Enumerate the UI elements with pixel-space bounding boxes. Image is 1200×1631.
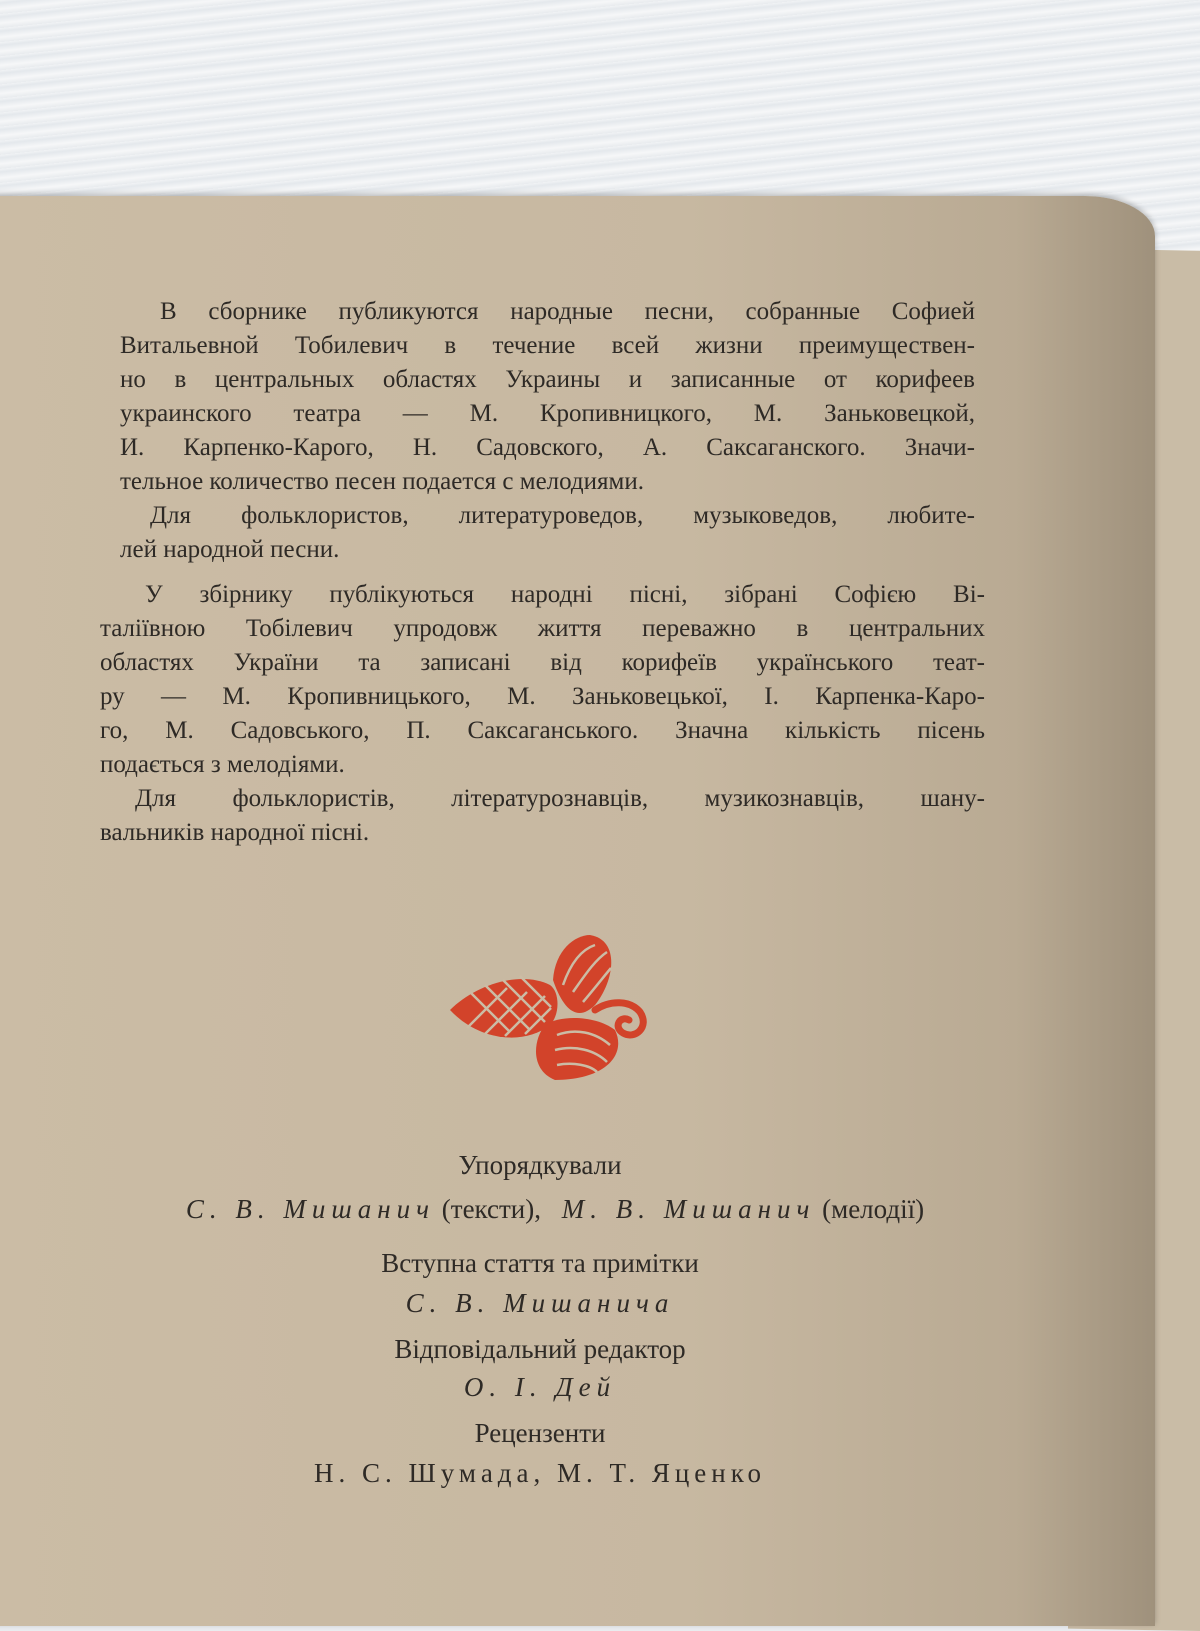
annotation-ua-line: ру — М. Кропивницького, М. Заньковецької, І. Карпенка-Каро- (100, 683, 985, 710)
annotation-ru-line: Витальевной Тобилевич в течение всей жизни преимуществен- (120, 332, 975, 359)
annotation-ua-line: го, М. Садовського, П. Саксаганського. Значна кількість пісень (100, 717, 985, 744)
intro-author: С. В. Мишанича (405, 1288, 675, 1318)
compiler-1-role: (тексти), (441, 1194, 541, 1224)
credits-block (80, 1150, 1000, 1490)
annotation-ru-line: И. Карпенко-Карого, Н. Садовского, А. Саксаганского. Значи- (120, 434, 975, 461)
reviewers-heading: Рецензенти (474, 1418, 606, 1448)
compiler-2-role: (мелодії) (822, 1194, 925, 1224)
annotation-ru-line: тельное количество песен подается с мелодиями. (120, 468, 644, 495)
annotation-ru-line: лей народной песни. (120, 536, 340, 563)
compilers-line (95, 1194, 1015, 1225)
compiled-heading: Упорядкували (458, 1150, 622, 1180)
annotation-ua-line: областях України та записані від корифеїв українського теат- (100, 649, 985, 676)
annotation-ru-line: но в центральных областях Украины и записанные от корифеев (120, 366, 975, 393)
annotation-ru-line: Для фольклористов, литературоведов, музыковедов, любите- (150, 502, 975, 529)
editor-name: О. І. Дей (463, 1372, 617, 1402)
annotation-ua-line: вальників народної пісні. (100, 819, 370, 846)
annotation-russian (120, 295, 975, 567)
folk-flower-ornament-icon (445, 930, 655, 1100)
annotation-ua-line: подається з мелодіями. (100, 751, 345, 778)
annotation-ua-line: таліївною Тобілевич упродовж життя переважно в центральних (100, 615, 985, 642)
intro-heading: Вступна стаття та примітки (381, 1248, 699, 1278)
reviewers-names: Н. С. Шумада, М. Т. Яценко (314, 1458, 766, 1488)
annotation-ru-line: В сборнике публикуются народные песни, собранные Софией (160, 298, 975, 325)
compiler-2-name: М. В. Мишанич (561, 1194, 816, 1224)
annotation-ua-line: У збірнику публікуються народні пісні, зібрані Софією Ві- (145, 581, 985, 608)
annotation-ua-line: Для фольклористів, літературознавців, музикознавців, шану- (135, 785, 985, 812)
editor-heading: Відповідальний редактор (394, 1334, 686, 1364)
annotation-ru-line: украинского театра — М. Кропивницкого, М. Заньковецкой, (120, 400, 975, 427)
compiler-1-name: С. В. Мишанич (185, 1194, 436, 1224)
annotation-ukrainian (100, 578, 985, 850)
